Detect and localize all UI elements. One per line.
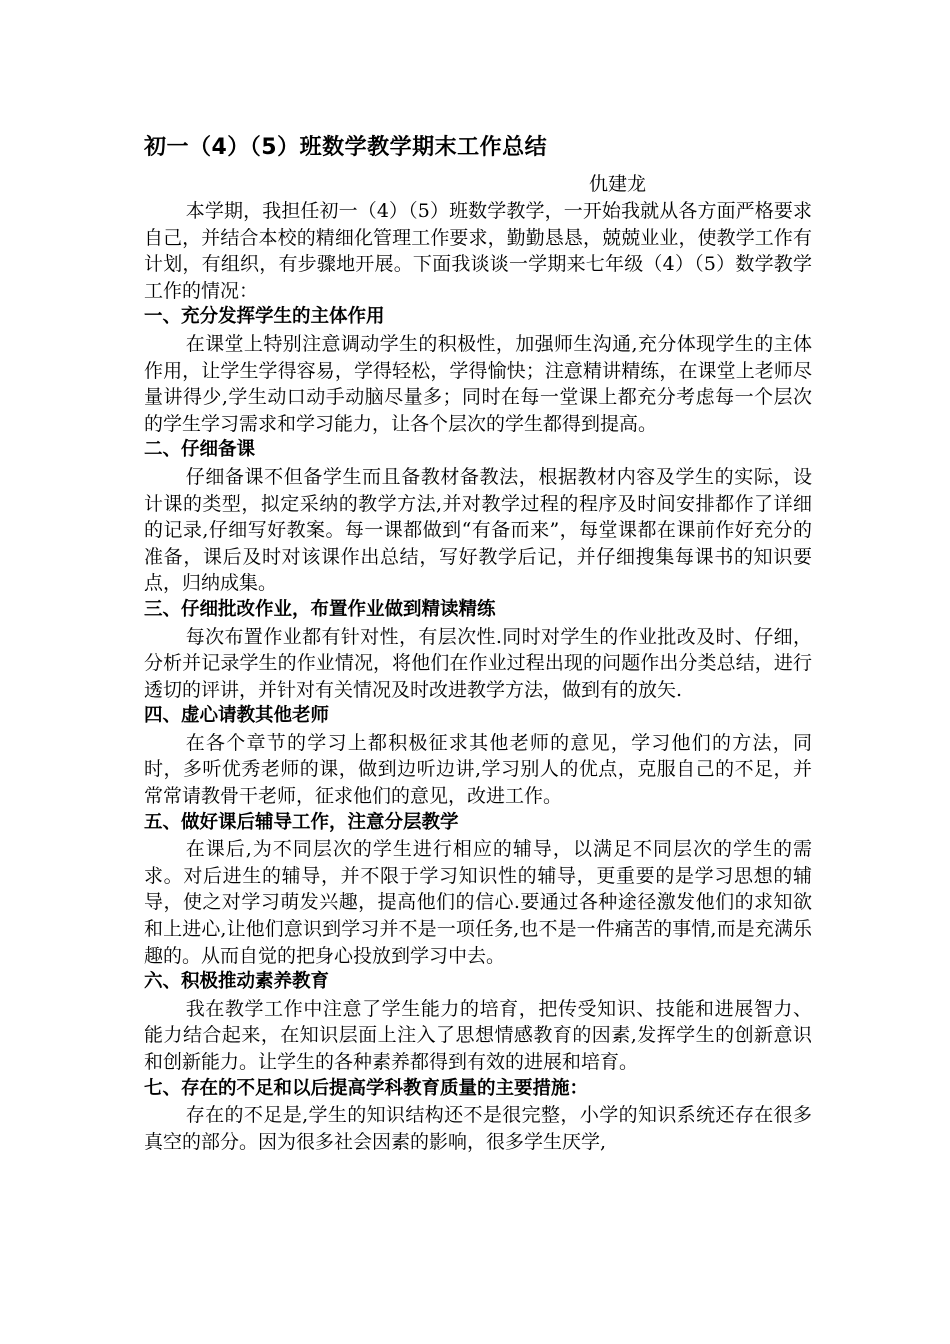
section-body-6: 我在教学工作中注意了学生能力的培育，把传受知识、技能和进展智力、能力结合起来，在知识层面上注入了思想情感教育的因素,发挥学生的创新意识和创新能力。让学生的各种素养都得到有效的进展和培育。 xyxy=(144,997,812,1073)
author-name: 仇建龙 xyxy=(589,173,647,195)
section-body-4: 在各个章节的学习上都积极征求其他老师的意见，学习他们的方法，同时，多听优秀老师的课，做到边听边讲,学习别人的优点，克服自己的不足，并常常请教骨干老师，征求他们的意见，改进工作。 xyxy=(144,731,812,808)
section-body-2: 仔细备课不但备学生而且备教材备教法，根据教材内容及学生的实际，设计课的类型，拟定采纳的教学方法,并对教学过程的程序及时间安排都作了详细的记录,仔细写好教案。每一课都做到“有备而来”，每堂课都在课前作好充分的准备，课后及时对该课作出总结，写好教学后记，并仔细搜集每课书的知识要点，归纳成集。 xyxy=(144,465,812,595)
section-body-7: 存在的不足是,学生的知识结构还不是很完整，小学的知识系统还存在很多真空的部分。因为很多社会因素的影响，很多学生厌学, xyxy=(144,1104,812,1153)
section-body-3: 每次布置作业都有针对性，有层次性.同时对学生的作业批改及时、仔细，分析并记录学生的作业情况，将他们在作业过程出现的问题作出分类总结，进行透切的评讲，并针对有关情况及时改进教学方法，做到有的放矢. xyxy=(144,625,812,701)
section-heading-4: 四、虚心请教其他老师 xyxy=(144,705,330,727)
section-heading-5: 五、做好课后辅导工作，注意分层教学 xyxy=(144,811,459,833)
document-title: 初一（4）（5）班数学教学期末工作总结 xyxy=(144,135,548,160)
section-body-1: 在课堂上特别注意调动学生的积极性，加强师生沟通,充分体现学生的主体作用，让学生学得容易，学得轻松，学得愉快；注意精讲精练，在课堂上老师尽量讲得少,学生动口动手动脑尽量多；同时在每一堂课上都充分考虑每一个层次的学生学习需求和学习能力，让各个层次的学生都得到提高。 xyxy=(144,332,812,435)
section-heading-3: 三、仔细批改作业，布置作业做到精读精练 xyxy=(144,598,496,620)
document-page xyxy=(144,130,812,1155)
section-heading-6: 六、积极推动素养教育 xyxy=(144,971,330,993)
section-heading-1: 一、充分发挥学生的主体作用 xyxy=(144,306,385,328)
intro-paragraph: 本学期，我担任初一（4）（5）班数学教学，一开始我就从各方面严格要求自己，并结合本校的精细化管理工作要求，勤勤恳恳，兢兢业业，使教学工作有计划，有组织，有步骤地开展。下面我谈谈一学期来七年级（4）（5）数学教学工作的情况： xyxy=(144,200,812,302)
section-body-5: 在课后,为不同层次的学生进行相应的辅导，以满足不同层次的学生的需求。对后进生的辅导，并不限于学习知识性的辅导，更重要的是学习思想的辅导，使之对学习萌发兴趣，提高他们的信心.要通过各种途径激发他们的求知欲和上进心,让他们意识到学习并不是一项任务,也不是一件痛苦的事情,而是充满乐趣的。从而自觉的把身心投放到学习中去。 xyxy=(144,838,812,967)
section-heading-7: 七、存在的不足和以后提高学科教育质量的主要措施： xyxy=(144,1077,589,1099)
section-heading-2: 二、仔细备课 xyxy=(144,439,256,461)
